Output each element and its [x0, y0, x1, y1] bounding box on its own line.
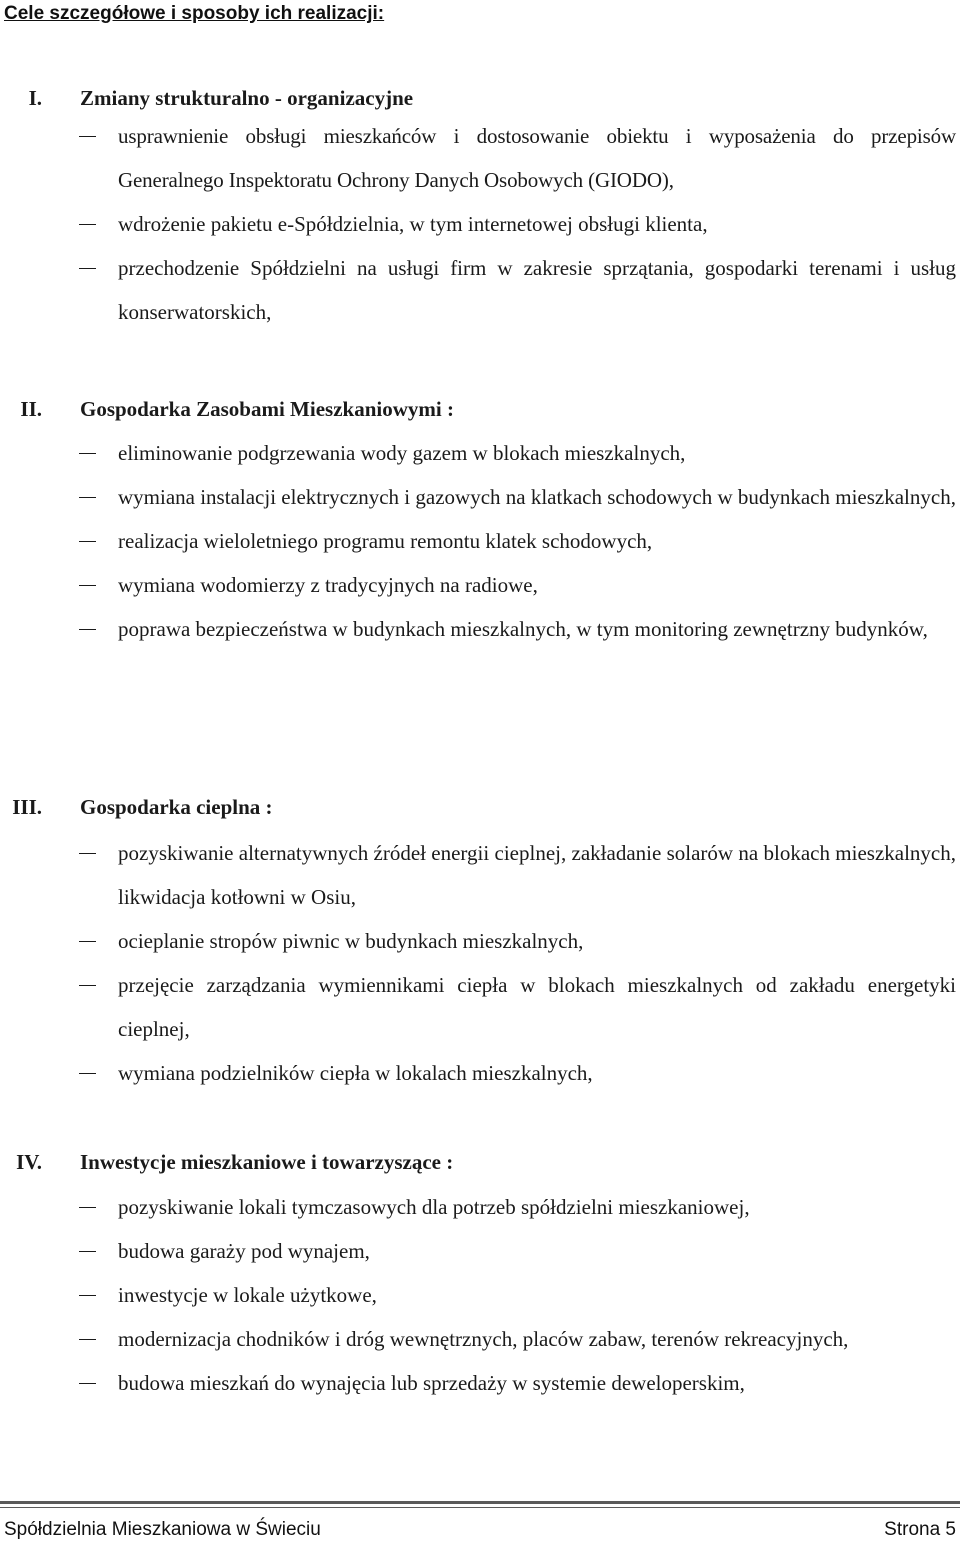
section-1 — [0, 83, 960, 334]
section-title: Gospodarka Zasobami Mieszkaniowymi : — [80, 397, 454, 421]
dash-bullet-icon — [79, 497, 96, 498]
item-list — [0, 831, 960, 1095]
dash-bullet-icon — [79, 1251, 96, 1252]
footer-page-number: Strona 5 — [884, 1519, 956, 1540]
section-3 — [0, 792, 960, 1095]
section-number: I. — [28, 86, 42, 110]
list-item — [118, 563, 956, 607]
dash-bullet-icon — [79, 136, 96, 137]
section-2 — [0, 394, 960, 651]
list-item — [118, 1051, 956, 1095]
list-item — [118, 919, 956, 963]
section-header — [0, 1147, 960, 1177]
dash-bullet-icon — [79, 268, 96, 269]
footer-organization: Spółdzielnia Mieszkaniowa w Świeciu — [4, 1519, 321, 1540]
item-list — [0, 114, 960, 334]
section-header — [0, 792, 960, 822]
list-item — [118, 114, 956, 202]
footer-divider-thin — [0, 1507, 960, 1508]
footer-divider — [0, 1501, 960, 1504]
item-text: realizacja wieloletniego programu remontu klatek schodowych, — [118, 529, 653, 553]
list-item — [118, 963, 956, 1051]
dash-bullet-icon — [79, 1073, 96, 1074]
list-item — [118, 1317, 956, 1361]
list-item — [118, 519, 956, 563]
section-4 — [0, 1147, 960, 1405]
item-text: budowa garaży pod wynajem, — [118, 1239, 370, 1263]
list-item — [118, 831, 956, 919]
dash-bullet-icon — [79, 941, 96, 942]
item-text: budowa mieszkań do wynajęcia lub sprzedaży w systemie deweloperskim, — [118, 1371, 745, 1395]
item-text: pozyskiwanie alternatywnych źródeł energii cieplnej, zakładanie solarów na blokach mieszkalnych, likwidacja kotłowni w Osiu, — [118, 841, 956, 909]
section-title: Zmiany strukturalno - organizacyjne — [80, 86, 414, 110]
item-text: wymiana podzielników ciepła w lokalach mieszkalnych, — [118, 1061, 593, 1085]
list-item — [118, 1273, 956, 1317]
section-number: III. — [12, 795, 42, 819]
dash-bullet-icon — [79, 541, 96, 542]
list-item — [118, 202, 956, 246]
dash-bullet-icon — [79, 585, 96, 586]
item-text: przechodzenie Spółdzielni na usługi firm w zakresie sprzątania, gospodarki terenami i usług konserwatorskich, — [118, 256, 956, 324]
item-list — [0, 431, 960, 651]
item-list — [0, 1185, 960, 1405]
list-item — [118, 475, 956, 519]
item-text: przejęcie zarządzania wymiennikami ciepła w blokach mieszkalnych od zakładu energetyki cieplnej, — [118, 973, 956, 1041]
item-text: inwestycje w lokale użytkowe, — [118, 1283, 377, 1307]
dash-bullet-icon — [79, 453, 96, 454]
item-text: ocieplanie stropów piwnic w budynkach mieszkalnych, — [118, 929, 584, 953]
page-footer — [4, 1517, 956, 1543]
item-text: pozyskiwanie lokali tymczasowych dla potrzeb spółdzielni mieszkaniowej, — [118, 1195, 750, 1219]
item-text: modernizacja chodników i dróg wewnętrznych, placów zabaw, terenów rekreacyjnych, — [118, 1327, 849, 1351]
list-item — [118, 246, 956, 334]
item-text: wdrożenie pakietu e-Spółdzielnia, w tym internetowej obsługi klienta, — [118, 212, 708, 236]
dash-bullet-icon — [79, 853, 96, 854]
item-text: wymiana instalacji elektrycznych i gazowych na klatkach schodowych w budynkach mieszkalnych, — [118, 485, 956, 509]
page-heading: Cele szczegółowe i sposoby ich realizacji: — [4, 3, 385, 24]
item-text: eliminowanie podgrzewania wody gazem w blokach mieszkalnych, — [118, 441, 686, 465]
item-text: poprawa bezpieczeństwa w budynkach mieszkalnych, w tym monitoring zewnętrzny budynków, — [118, 617, 928, 641]
item-text: usprawnienie obsługi mieszkańców i dostosowanie obiektu i wyposażenia do przepisów Generalnego Inspektoratu Ochrony Danych Osobowych (GIODO), — [118, 124, 956, 192]
list-item — [118, 1361, 956, 1405]
dash-bullet-icon — [79, 985, 96, 986]
dash-bullet-icon — [79, 629, 96, 630]
section-header — [0, 394, 960, 424]
section-title: Inwestycje mieszkaniowe i towarzyszące : — [80, 1150, 454, 1174]
dash-bullet-icon — [79, 1339, 96, 1340]
dash-bullet-icon — [79, 1383, 96, 1384]
item-text: wymiana wodomierzy z tradycyjnych na radiowe, — [118, 573, 538, 597]
list-item — [118, 607, 956, 651]
dash-bullet-icon — [79, 224, 96, 225]
dash-bullet-icon — [79, 1295, 96, 1296]
section-title: Gospodarka cieplna : — [80, 795, 273, 819]
section-number: IV. — [16, 1150, 42, 1174]
list-item — [118, 1229, 956, 1273]
list-item — [118, 1185, 956, 1229]
section-number: II. — [20, 397, 42, 421]
section-header — [0, 83, 960, 113]
dash-bullet-icon — [79, 1207, 96, 1208]
list-item — [118, 431, 956, 475]
